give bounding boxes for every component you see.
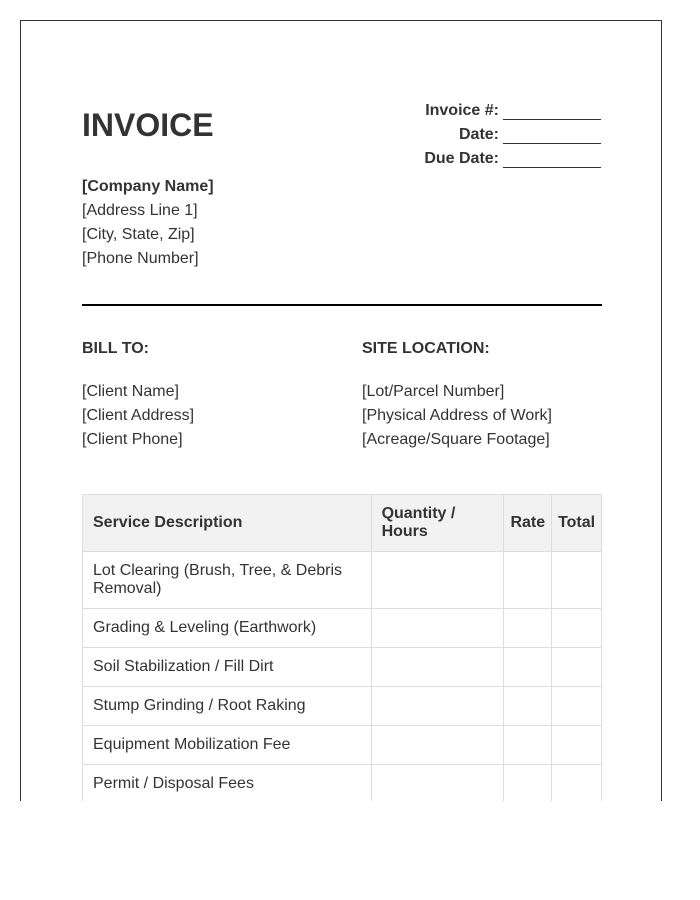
quantity-cell[interactable] — [371, 726, 504, 765]
date-field[interactable] — [503, 125, 601, 144]
due-date-label: Due Date: — [424, 150, 499, 167]
table-row — [83, 687, 602, 726]
header-total: Total — [552, 495, 602, 552]
lot-parcel-number: [Lot/Parcel Number] — [362, 383, 505, 400]
header-service-description: Service Description — [83, 495, 372, 552]
table-row — [83, 648, 602, 687]
invoice-page — [20, 20, 662, 801]
invoice-number-label: Invoice #: — [425, 102, 499, 119]
company-city-state-zip: [City, State, Zip] — [82, 226, 195, 243]
quantity-cell[interactable] — [371, 765, 504, 802]
invoice-number-field[interactable] — [503, 101, 601, 120]
bill-to-heading: BILL TO: — [82, 340, 149, 357]
total-cell[interactable] — [552, 687, 602, 726]
total-cell[interactable] — [552, 609, 602, 648]
quantity-cell[interactable] — [371, 687, 504, 726]
company-block — [82, 175, 214, 271]
rate-cell[interactable] — [504, 687, 552, 726]
due-date-row — [424, 147, 601, 171]
total-cell[interactable] — [552, 552, 602, 609]
table-row — [83, 765, 602, 802]
total-cell[interactable] — [552, 726, 602, 765]
invoice-title: INVOICE — [82, 107, 214, 143]
due-date-field[interactable] — [503, 149, 601, 168]
bill-to-section — [82, 339, 194, 452]
header-divider — [82, 304, 602, 306]
table-row — [83, 609, 602, 648]
services-table — [82, 494, 602, 801]
physical-address: [Physical Address of Work] — [362, 407, 552, 424]
company-address-line-1: [Address Line 1] — [82, 202, 198, 219]
date-row — [424, 123, 601, 147]
client-address: [Client Address] — [82, 407, 195, 424]
service-description-cell: Soil Stabilization / Fill Dirt — [83, 648, 372, 687]
site-location-heading: SITE LOCATION: — [362, 340, 490, 357]
service-description-cell: Lot Clearing (Brush, Tree, & Debris Removal) — [83, 552, 372, 609]
invoice-number-row — [424, 99, 601, 123]
acreage: [Acreage/Square Footage] — [362, 431, 550, 448]
header-quantity-hours: Quantity / Hours — [371, 495, 504, 552]
table-header-row — [83, 495, 602, 552]
service-description-cell: Equipment Mobilization Fee — [83, 726, 372, 765]
total-cell[interactable] — [552, 648, 602, 687]
rate-cell[interactable] — [504, 552, 552, 609]
company-name: [Company Name] — [82, 178, 214, 195]
quantity-cell[interactable] — [371, 648, 504, 687]
rate-cell[interactable] — [504, 765, 552, 802]
total-cell[interactable] — [552, 765, 602, 802]
rate-cell[interactable] — [504, 726, 552, 765]
company-phone: [Phone Number] — [82, 250, 199, 267]
table-row — [83, 552, 602, 609]
service-description-cell: Permit / Disposal Fees — [83, 765, 372, 802]
table-row — [83, 726, 602, 765]
quantity-cell[interactable] — [371, 609, 504, 648]
client-name: [Client Name] — [82, 383, 179, 400]
service-description-cell: Grading & Leveling (Earthwork) — [83, 609, 372, 648]
client-phone: [Client Phone] — [82, 431, 183, 448]
rate-cell[interactable] — [504, 648, 552, 687]
quantity-cell[interactable] — [371, 552, 504, 609]
site-location-section — [362, 339, 552, 452]
invoice-meta — [424, 99, 601, 171]
rate-cell[interactable] — [504, 609, 552, 648]
header-rate: Rate — [504, 495, 552, 552]
date-label: Date: — [458, 126, 499, 143]
service-description-cell: Stump Grinding / Root Raking — [83, 687, 372, 726]
